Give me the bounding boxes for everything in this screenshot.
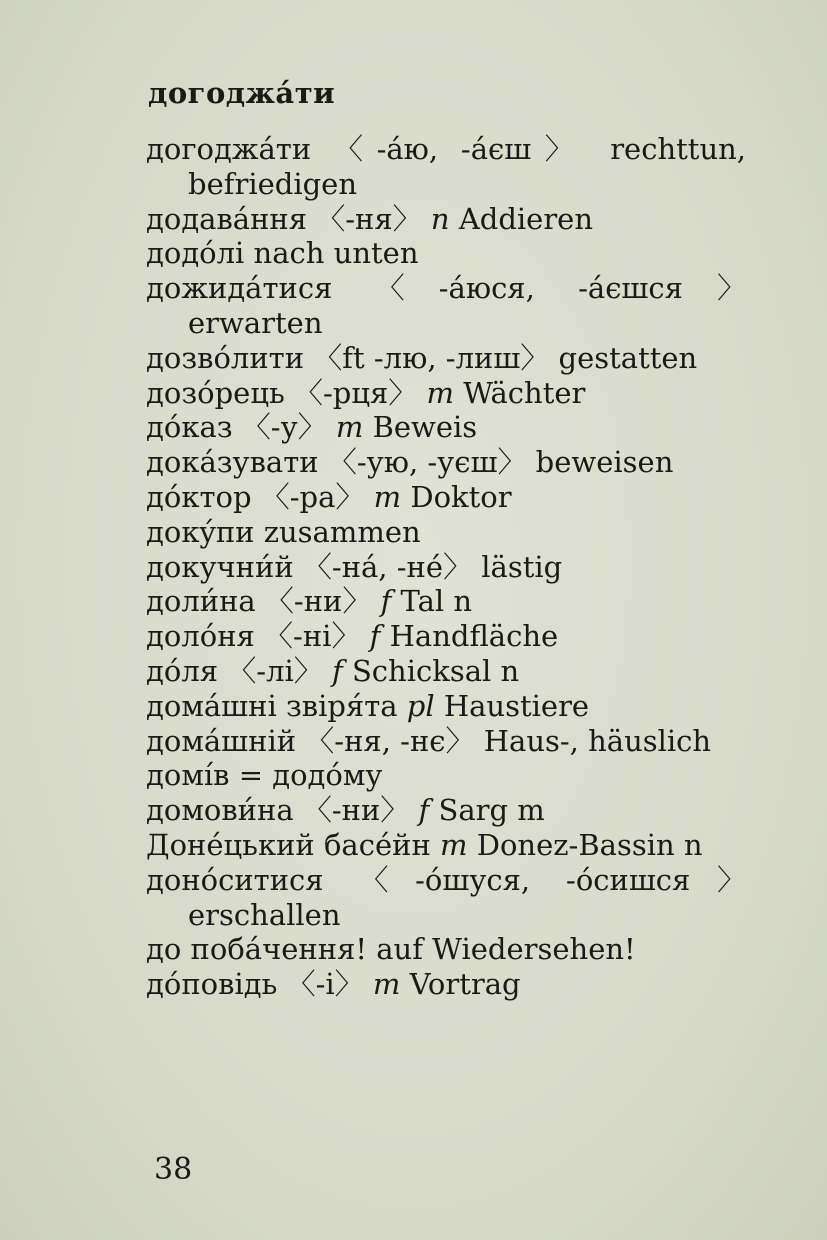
entry-translation: = додóму [238, 758, 383, 793]
entry-headword: до побáчення! [146, 932, 368, 967]
dictionary-entry [146, 480, 746, 515]
entry-headword: дóля [146, 653, 219, 688]
running-header: догоджáти [148, 76, 336, 110]
entry-forms: 〈-ня, -нє〉 [305, 723, 475, 758]
entry-translation: Wächter [463, 375, 586, 410]
entry-forms: 〈-ую, -уєш〉 [327, 445, 527, 480]
entry-forms: 〈-у〉 [241, 410, 327, 445]
dictionary-entry [146, 376, 746, 411]
dictionary-entry [146, 410, 746, 445]
entry-translation: Vortrag [409, 967, 521, 1002]
entry-translation: erwarten [188, 305, 323, 340]
entry-translation: Haus-, häuslich [483, 723, 712, 758]
entry-gender: pl [406, 688, 435, 723]
entry-headword: додавáння [146, 201, 308, 236]
entry-forms: 〈-рця〉 [293, 375, 418, 410]
entry-gender: f [331, 653, 343, 688]
dictionary-entry [146, 724, 746, 759]
entry-forms: 〈-ни〉 [302, 793, 410, 828]
entry-headword: домíв [146, 758, 230, 793]
entry-translation: Tal n [400, 584, 473, 619]
dictionary-entry [146, 793, 746, 828]
dictionary-entry [146, 967, 746, 1002]
entry-headword: дóказ [146, 410, 233, 445]
dictionary-entry [146, 654, 746, 689]
entry-translation: auf Wiedersehen! [376, 932, 636, 967]
entry-translation: Schicksal n [351, 653, 520, 688]
entry-translation: nach unten [253, 236, 419, 271]
entry-gender: f [418, 793, 430, 828]
entry-forms: 〈-ни〉 [264, 584, 372, 619]
entry-headword: докáзувати [146, 445, 319, 480]
entry-translation: gestatten [558, 340, 698, 375]
entry-headword: докýпи [146, 514, 255, 549]
entry-gender: f [369, 619, 381, 654]
entry-gender: m [440, 827, 468, 862]
dictionary-entry [146, 758, 746, 793]
entry-headword: домáшні звіря́та [146, 688, 398, 723]
entry-translation: rechttun, befriedigen [188, 132, 747, 201]
dictionary-entry [146, 271, 746, 341]
entry-headword: дожидáтися [146, 271, 333, 306]
dictionary-entry [146, 689, 746, 724]
entry-forms: 〈-і〉 [286, 967, 364, 1002]
dictionary-entry [146, 202, 746, 237]
entry-headword: дóктор [146, 479, 252, 514]
entry-translation: Sarg m [438, 793, 545, 828]
entry-gender: m [373, 479, 402, 514]
entry-headword: догоджáти [146, 132, 312, 166]
entry-gender: f [380, 584, 392, 619]
entry-translation: Donez-Bassin n [476, 827, 703, 862]
entry-gender: m [372, 967, 401, 1002]
entry-translation: Haustiere [443, 688, 590, 723]
dictionary-entry [146, 828, 746, 863]
entry-forms: 〈ft -лю, -лиш〉 [313, 340, 550, 375]
entry-headword: Донéцький басéйн [146, 827, 431, 862]
dictionary-entry [146, 445, 746, 480]
entry-gender: m [335, 410, 364, 445]
entry-translation: Handfläche [389, 619, 559, 654]
entry-headword: докучни́й [146, 549, 294, 584]
entry-list [146, 132, 746, 1002]
entry-gender: m [426, 375, 455, 410]
entry-forms: 〈-ні〉 [264, 619, 361, 654]
entry-translation: Beweis [372, 410, 478, 445]
entry-headword: долóня [146, 619, 255, 654]
entry-headword: додóлі [146, 236, 245, 271]
entry-forms: 〈-ня〉 [316, 201, 422, 236]
entry-forms: 〈-áюся, -áєшся〉 [375, 271, 746, 306]
entry-headword: домáшній [146, 723, 297, 758]
entry-translation: Doktor [410, 479, 512, 514]
entry-headword: дозóрець [146, 375, 285, 410]
dictionary-entry [146, 584, 746, 619]
dictionary-entry [146, 619, 746, 654]
entry-gender: n [430, 201, 450, 236]
entry-headword: донóситися [146, 862, 324, 897]
entry-forms: 〈-áю, -áєш〉 [333, 132, 588, 166]
entry-translation: erschallen [188, 897, 341, 932]
dictionary-entry [146, 550, 746, 585]
dictionary-entry [146, 515, 746, 550]
entry-translation: Addieren [458, 201, 594, 236]
entry-headword: доли́на [146, 584, 256, 619]
entry-translation: lästig [481, 549, 563, 584]
dictionary-entry [146, 863, 746, 933]
entry-translation: beweisen [535, 445, 674, 480]
entry-forms: 〈-ра〉 [260, 479, 365, 514]
entry-headword: домови́на [146, 793, 294, 828]
dictionary-entry [146, 341, 746, 376]
entry-forms: 〈-нá, -нé〉 [302, 549, 473, 584]
dictionary-entry [146, 932, 746, 967]
entry-translation: zusammen [263, 514, 421, 549]
entry-headword: дóповідь [146, 967, 278, 1002]
entry-headword: дозвóлити [146, 340, 305, 375]
page-number: 38 [154, 1152, 193, 1187]
entry-forms: 〈-лі〉 [227, 653, 323, 688]
dictionary-entry [146, 132, 746, 202]
dictionary-entry [146, 236, 746, 271]
entry-forms: 〈-óшуся, -óсишся〉 [359, 862, 746, 897]
